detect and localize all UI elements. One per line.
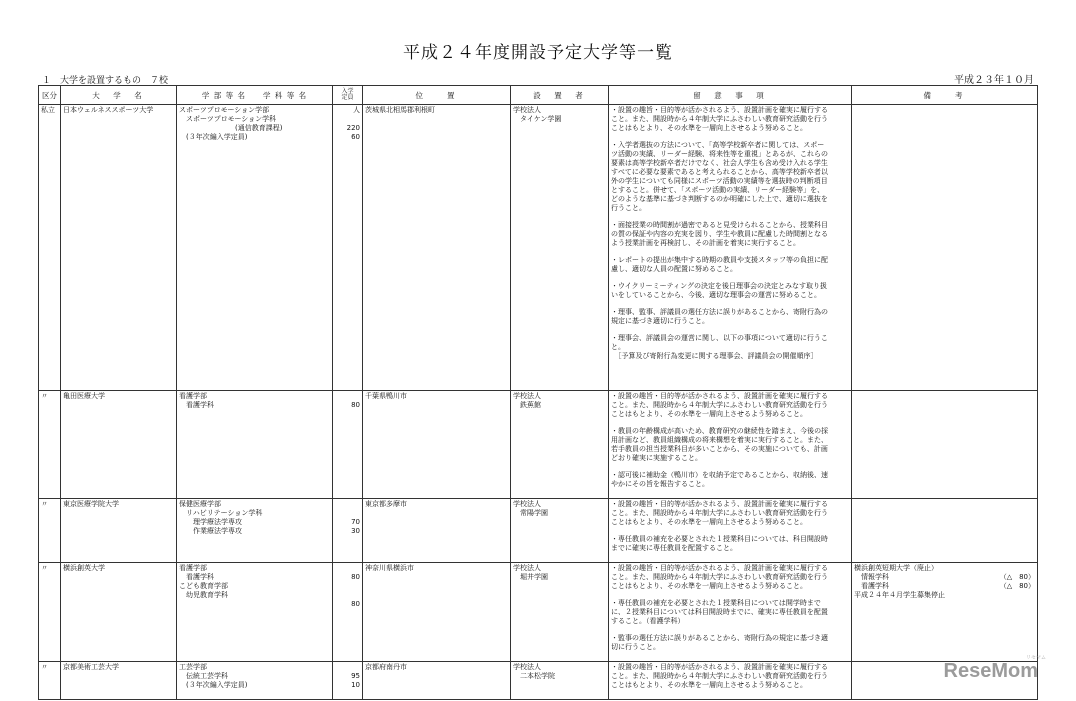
col-header-remarks: 備 考: [852, 86, 1038, 105]
university-name-cell: 亀田医療大学: [61, 391, 177, 499]
capacity-value: [335, 500, 360, 509]
faculty-cell: [177, 499, 333, 563]
capacity-cell: [333, 563, 363, 662]
capacity-value: 220: [346, 124, 360, 132]
notes-cell: [609, 499, 852, 563]
location-cell: 神奈川県横浜市: [363, 563, 511, 662]
founder-line: 学校法人: [513, 106, 541, 114]
col-header-notes: 留 意 事 項: [609, 86, 852, 105]
remark-line: [854, 564, 1035, 573]
founder-line: 学校法人: [513, 392, 541, 400]
kubun-cell: 〃: [39, 662, 61, 700]
capacity-cell: [333, 391, 363, 499]
faculty-line: 理学療法学専攻: [179, 518, 242, 526]
faculty-line: 作業療法学専攻: [179, 527, 242, 535]
page-title: 平成２４年度開設予定大学等一覧: [403, 43, 673, 63]
capacity-value: 70: [351, 518, 360, 526]
note-item: ・専任教員の補充を必要とされた１授業科目については、科目開設時 までに確実に専任教員を配置すること。: [611, 535, 828, 552]
remark-value: （△ 80）: [999, 573, 1035, 581]
remark-line: [854, 591, 1035, 600]
capacity-value: 30: [351, 527, 360, 535]
faculty-line: 幼児教育学科: [179, 591, 228, 599]
capacity-value: [335, 591, 360, 600]
capacity-value: [335, 582, 360, 591]
col-header-founder: 設 置 者: [511, 86, 609, 105]
location-cell: 千葉県鴨川市: [363, 391, 511, 499]
capacity-value: [335, 663, 360, 672]
location-cell: 京都府南丹市: [363, 662, 511, 700]
section-heading: １ 大学を設置するもの ７校: [42, 76, 169, 86]
col-header-faculty: 学 部 等 名 学 科 等 名: [177, 86, 333, 105]
kubun-cell: 〃: [39, 499, 61, 563]
capacity-value: [335, 115, 360, 124]
faculty-line: (３年次編入学定員): [179, 133, 248, 141]
university-table: [38, 85, 1038, 700]
capacity-value: 80: [351, 573, 360, 581]
faculty-line: スポーツプロモーション学科: [179, 115, 277, 123]
capacity-cell: [333, 499, 363, 563]
founder-line: 常陽学園: [513, 509, 548, 517]
founder-cell: [511, 563, 609, 662]
capacity-value: 60: [351, 133, 360, 141]
university-name-cell: 日本ウェルネススポーツ大学: [61, 105, 177, 391]
table-row: [39, 391, 1038, 499]
founder-line: 学校法人: [513, 564, 541, 572]
location-cell: 東京都多摩市: [363, 499, 511, 563]
remarks-cell: [852, 105, 1038, 391]
capacity-value: 10: [351, 681, 360, 689]
faculty-line: 看護学科: [179, 401, 214, 409]
table-row: [39, 662, 1038, 700]
faculty-cell: [177, 105, 333, 391]
table-row: [39, 563, 1038, 662]
table-row: [39, 499, 1038, 563]
kubun-cell: 私立: [39, 105, 61, 391]
faculty-line: スポーツプロモーション学部: [179, 106, 270, 114]
col-header-university: 大 学 名: [61, 86, 177, 105]
notes-cell: [609, 662, 852, 700]
founder-line: タイケン学園: [513, 115, 562, 123]
note-item: ・入学者選抜の方法について、「高等学校新卒者に関しては、スポー ツ活動の実績、リーダー経験、将来性等を重視」とあるが、これらの 要素は高等学校新卒者だけでなく、社会人学生も含め受け入れる学生 すべてに必要な要素であると考えられることから、高等学校新卒者以 外の学生についても同様にスポーツ活動の実績等を選抜時の判断項目 とすること。併せて、「スポーツ活動の実績、リーダー経験等」を、 どのような基準に基づき判断するのか明確にした上で、適切に選抜を 行うこと。: [611, 141, 828, 212]
remark-label: 看護学科: [854, 582, 889, 590]
faculty-cell: [177, 563, 333, 662]
founder-line: 鉄蕉館: [513, 401, 541, 409]
founder-line: 堀井学園: [513, 573, 548, 581]
capacity-value: 80: [351, 401, 360, 409]
kubun-cell: 〃: [39, 391, 61, 499]
resemom-watermark: ReseMom: [943, 660, 1038, 682]
faculty-line: リハビリテーション学科: [179, 509, 263, 517]
university-name-cell: 京都美術工芸大学: [61, 662, 177, 700]
faculty-line: こども教育学部: [179, 582, 228, 590]
faculty-line: 工芸学部: [179, 663, 207, 671]
capacity-value: [335, 509, 360, 518]
notes-cell: [609, 105, 852, 391]
remark-line: [854, 573, 1035, 582]
capacity-cell: [333, 105, 363, 391]
notes-cell: [609, 391, 852, 499]
remark-label: 横浜創英短期大学（廃止）: [854, 564, 938, 572]
faculty-line: 看護学科: [179, 573, 214, 581]
kubun-cell: 〃: [39, 563, 61, 662]
remark-value: （△ 80）: [999, 582, 1035, 590]
remarks-cell: [852, 391, 1038, 499]
faculty-line: (３年次編入学定員): [179, 681, 248, 689]
faculty-cell: [177, 391, 333, 499]
document-date: 平成２３年１０月: [954, 75, 1034, 86]
capacity-value: [335, 564, 360, 573]
note-item: ・設置の趣旨・目的等が活かされるよう、設置計画を確実に履行する こと。また、開設時から４年制大学にふさわしい教育研究活動を行う ことはもとより、その水準を一層向上させるよう努めること。: [611, 500, 828, 526]
note-item: ・教員の年齢構成が高いため、教育研究の継続性を踏まえ、今後の採 用計画など、教員組織構成の将来構想を着実に実行すること。また、 若手教員の担当授業科目が多いことから、その実施についても、計画 どおり確実に実施すること。: [611, 427, 829, 462]
capacity-value: 80: [351, 600, 360, 608]
faculty-line: 看護学部: [179, 392, 207, 400]
university-name-cell: 東京医療学院大学: [61, 499, 177, 563]
col-header-location: 位 置: [363, 86, 511, 105]
watermark-small: リセマム: [1026, 655, 1046, 661]
notes-cell: [609, 563, 852, 662]
table-row: [39, 105, 1038, 391]
remarks-cell: [852, 563, 1038, 662]
founder-cell: [511, 105, 609, 391]
capacity-value: 人: [353, 106, 360, 114]
founder-line: 学校法人: [513, 500, 541, 508]
note-item: ・理事会、評議員会の運営に関し、以下の事項について適切に行うこ と。 ［予算及び寄附行為変更に関する理事会、評議員会の開催順序］: [611, 334, 828, 360]
founder-line: 二本松学院: [513, 672, 555, 680]
note-item: ・認可後に補助金（鴨川市）を収納予定であることから、収納後、速 やかにその旨を報告すること。: [611, 471, 828, 488]
faculty-line: 保健医療学部: [179, 500, 221, 508]
note-item: ・理事、監事、評議員の選任方法に誤りがあることから、寄附行為の 規定に基づき適切に行うこと。: [611, 308, 828, 325]
founder-line: 学校法人: [513, 663, 541, 671]
remark-label: 平成２４年４月学生募集停止: [854, 591, 945, 599]
note-item: ・レポートの提出が集中する時期の教員や支援スタッフ等の負担に配 慮し、適切な人員の配置に努めること。: [611, 256, 828, 273]
col-header-capacity: 入学 定員: [333, 86, 363, 105]
faculty-cell: [177, 662, 333, 700]
founder-cell: [511, 662, 609, 700]
note-item: ・面接授業の時間割が過密であると見受けられることから、授業科目 の質の保証や内容の充実を図り、学生や教員に配慮した時間割となる よう授業計画を再検討し、その計画を着実に実行すること。: [611, 221, 828, 247]
note-item: ・設置の趣旨・目的等が活かされるよう、設置計画を確実に履行する こと。また、開設時から４年制大学にふさわしい教育研究活動を行う ことはもとより、その水準を一層向上させるよう努めること。: [611, 106, 828, 132]
remark-line: [854, 582, 1035, 591]
remark-label: 情報学科: [854, 573, 889, 581]
faculty-line: (通信教育課程): [179, 124, 283, 132]
header-row: [39, 86, 1038, 105]
note-item: ・設置の趣旨・目的等が活かされるよう、設置計画を確実に履行する こと。また、開設時から４年制大学にふさわしい教育研究活動を行う ことはもとより、その水準を一層向上させるよう努めること。: [611, 663, 828, 689]
note-item: ・専任教員の補充を必要とされた１授業科目については開学時まで に、２授業科目については科目開設時までに、確実に専任教員を配置 すること。（看護学科）: [611, 599, 828, 625]
capacity-cell: [333, 662, 363, 700]
founder-cell: [511, 391, 609, 499]
capacity-value: 95: [351, 672, 360, 680]
note-item: ・監事の選任方法に誤りがあることから、寄附行為の規定に基づき適 切に行うこと。: [611, 634, 828, 651]
note-item: ・設置の趣旨・目的等が活かされるよう、設置計画を確実に履行する こと。また、開設時から４年制大学にふさわしい教育研究活動を行う ことはもとより、その水準を一層向上させるよう努めること。: [611, 392, 828, 418]
faculty-line: 看護学部: [179, 564, 207, 572]
note-item: ・ウイクリーミーティングの決定を後日理事会の決定とみなす取り扱 いをしていることから、今後、適切な理事会の運営に努めること。: [611, 282, 827, 299]
col-header-kubun: 区分: [39, 86, 61, 105]
capacity-value: [335, 392, 360, 401]
university-name-cell: 横浜創英大学: [61, 563, 177, 662]
location-cell: 茨城県北相馬郡利根町: [363, 105, 511, 391]
founder-cell: [511, 499, 609, 563]
faculty-line: 伝統工芸学科: [179, 672, 228, 680]
note-item: ・設置の趣旨・目的等が活かされるよう、設置計画を確実に履行する こと。また、開設時から４年制大学にふさわしい教育研究活動を行う ことはもとより、その水準を一層向上させるよう努めること。: [611, 564, 828, 590]
remarks-cell: [852, 499, 1038, 563]
